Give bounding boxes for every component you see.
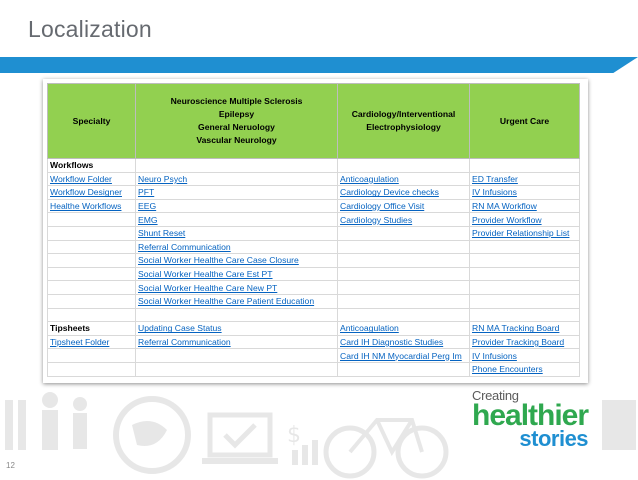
table-link[interactable]: RN MA Workflow	[470, 199, 580, 213]
table-row	[48, 322, 580, 336]
table-link[interactable]: Workflow Folder	[48, 172, 136, 186]
table-link[interactable]: Anticoagulation	[338, 322, 470, 336]
table-link[interactable]: Provider Tracking Board	[470, 335, 580, 349]
empty-cell	[136, 349, 338, 363]
globe-icon	[112, 395, 192, 475]
table-link[interactable]: IV Infusions	[470, 349, 580, 363]
empty-cell	[338, 226, 470, 240]
table-link[interactable]: ED Transfer	[470, 172, 580, 186]
table-link[interactable]: PFT	[136, 186, 338, 200]
empty-cell	[338, 362, 470, 376]
table-link[interactable]: RN MA Tracking Board	[470, 322, 580, 336]
table-row	[48, 199, 580, 213]
empty-cell	[48, 281, 136, 295]
localization-table	[47, 83, 580, 377]
empty-cell	[48, 308, 136, 322]
empty-cell	[48, 349, 136, 363]
table-link[interactable]: Provider Relationship List	[470, 226, 580, 240]
empty-cell	[136, 159, 338, 173]
empty-cell	[48, 226, 136, 240]
empty-cell	[470, 254, 580, 268]
section-label: Tipsheets	[48, 322, 136, 336]
table-link[interactable]: EEG	[136, 199, 338, 213]
laptop-check-icon	[200, 410, 280, 470]
table-body	[48, 159, 580, 377]
table-link[interactable]: Card IH NM Myocardial Perg Im	[338, 349, 470, 363]
table-row	[48, 349, 580, 363]
empty-cell	[338, 254, 470, 268]
empty-cell	[470, 294, 580, 308]
table-link[interactable]: Social Worker Healthe Care Patient Education	[136, 294, 338, 308]
section-label: Workflows	[48, 159, 136, 173]
table-link[interactable]: Cardiology Office Visit	[338, 199, 470, 213]
table-link[interactable]: Tipsheet Folder	[48, 335, 136, 349]
empty-cell	[338, 159, 470, 173]
heart-icon	[600, 395, 638, 455]
table-row	[48, 226, 580, 240]
table-row	[48, 294, 580, 308]
empty-cell	[470, 267, 580, 281]
table-link[interactable]: Neuro Psych	[136, 172, 338, 186]
table-link[interactable]: Phone Encounters	[470, 362, 580, 376]
page-number: 12	[6, 461, 15, 470]
table-link[interactable]: Provider Workflow	[470, 213, 580, 227]
table-link[interactable]: Cardiology Device checks	[338, 186, 470, 200]
table-row	[48, 335, 580, 349]
empty-cell	[338, 267, 470, 281]
table-row	[48, 254, 580, 268]
medical-symbol-icon	[0, 395, 30, 455]
table-row	[48, 159, 580, 173]
table-link[interactable]: Updating Case Status	[136, 322, 338, 336]
table-link[interactable]: Shunt Reset	[136, 226, 338, 240]
empty-cell	[470, 240, 580, 254]
empty-cell	[338, 294, 470, 308]
family-icon	[30, 388, 110, 458]
title-accent-bar-tip	[600, 57, 638, 73]
svg-text:$: $	[287, 423, 301, 448]
table-link[interactable]: EMG	[136, 213, 338, 227]
table-link[interactable]: Referral Communication	[136, 335, 338, 349]
table-link[interactable]: Social Worker Healthe Care New PT	[136, 281, 338, 295]
logo-line-creating: Creating	[472, 388, 519, 403]
empty-cell	[48, 362, 136, 376]
table-link[interactable]: Social Worker Healthe Care Est PT	[136, 267, 338, 281]
empty-cell	[48, 294, 136, 308]
logo-line-healthier: healthier	[472, 399, 589, 432]
table-link[interactable]: Cardiology Studies	[338, 213, 470, 227]
empty-cell	[48, 240, 136, 254]
table-row	[48, 362, 580, 376]
empty-cell	[136, 362, 338, 376]
table-link[interactable]: Healthe Workflows	[48, 199, 136, 213]
creating-healthier-stories-logo	[472, 388, 588, 449]
empty-cell	[470, 281, 580, 295]
empty-cell	[338, 308, 470, 322]
header-specialty: Specialty	[48, 84, 136, 159]
empty-cell	[470, 308, 580, 322]
logo-line-stories: stories	[519, 426, 589, 451]
table-link[interactable]: Social Worker Healthe Care Case Closure	[136, 254, 338, 268]
table-link[interactable]: Anticoagulation	[338, 172, 470, 186]
table-row	[48, 267, 580, 281]
empty-cell	[48, 254, 136, 268]
bicycle-icon	[322, 400, 452, 480]
table-row	[48, 186, 580, 200]
table-row	[48, 281, 580, 295]
header-urgent-care: Urgent Care	[470, 84, 580, 159]
table-link[interactable]: Card IH Diagnostic Studies	[338, 335, 470, 349]
table-link[interactable]: Referral Communication	[136, 240, 338, 254]
empty-cell	[136, 308, 338, 322]
table-link[interactable]: Workflow Designer	[48, 186, 136, 200]
table-row	[48, 213, 580, 227]
table-link[interactable]: IV Infusions	[470, 186, 580, 200]
header-neuroscience: Neuroscience Multiple Sclerosis Epilepsy General Neruology Vascular Neurology	[136, 84, 338, 159]
empty-cell	[338, 281, 470, 295]
title-accent-bar	[0, 57, 600, 73]
table-row	[48, 240, 580, 254]
empty-cell	[48, 267, 136, 281]
empty-cell	[48, 213, 136, 227]
empty-cell	[470, 159, 580, 173]
empty-cell	[338, 240, 470, 254]
slide-title: Localization	[28, 16, 152, 42]
table-row	[48, 308, 580, 322]
header-cardiology: Cardiology/Interventional Electrophysiology	[338, 84, 470, 159]
table-row	[48, 172, 580, 186]
table-screenshot	[43, 79, 588, 383]
